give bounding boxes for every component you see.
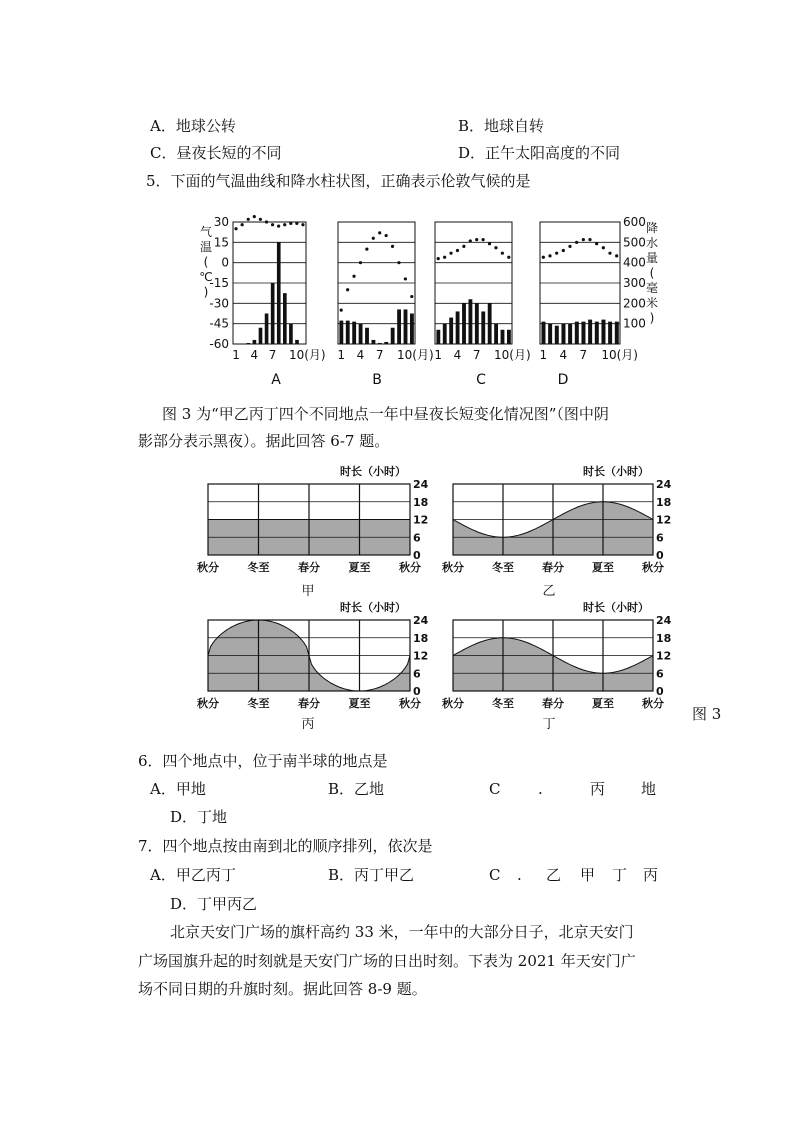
temp-axis-label-char: ℃ xyxy=(199,270,213,284)
fig3-x-tick: 夏至 xyxy=(348,561,371,574)
fig3-x-tick: 春分 xyxy=(298,561,320,574)
climate-panel-label: C xyxy=(476,372,486,388)
fig3-x-tick: 秋分 xyxy=(442,561,464,574)
q7-option-c-dot[interactable]: . xyxy=(517,866,522,884)
precip-tick-label: 500 xyxy=(623,235,646,250)
temp-tick-label: 15 xyxy=(213,235,229,250)
month-label: 7 xyxy=(375,348,384,362)
q6-option-c-letter[interactable]: C xyxy=(489,780,501,798)
q7-option-d[interactable]: D．丁甲丙乙 xyxy=(170,895,258,913)
fig3-x-tick: 秋分 xyxy=(442,697,464,710)
fig3-y-tick: 12 xyxy=(656,649,672,663)
fig3-x-tick: 春分 xyxy=(298,697,320,710)
fig3-x-tick: 夏至 xyxy=(348,697,371,710)
precip-axis-label-char: ) xyxy=(649,311,655,325)
fig3-y-tick: 24 xyxy=(656,478,672,491)
q6-option-a[interactable]: A．甲地 xyxy=(150,780,206,798)
fig3-x-tick: 冬至 xyxy=(492,697,514,710)
temp-axis-label-char: ) xyxy=(203,285,209,299)
q6-option-c-text2[interactable]: 地 xyxy=(641,780,657,798)
q4-option-d[interactable]: D．正午太阳高度的不同 xyxy=(458,144,621,162)
precip-tick-label: 400 xyxy=(623,255,646,270)
q7-option-c-letter[interactable]: C xyxy=(489,866,501,884)
precip-tick-label: 100 xyxy=(623,316,646,331)
fig3-x-tick: 冬至 xyxy=(247,697,270,710)
q7-option-c-text2[interactable]: 甲 xyxy=(580,866,596,884)
fig3-panel-label: 乙 xyxy=(542,584,556,599)
fig3-x-tick: 夏至 xyxy=(592,561,614,574)
temp-tick-label: 30 xyxy=(213,215,229,229)
fig3-y-tick: 18 xyxy=(413,631,429,645)
q4-option-a[interactable]: A．地球公转 xyxy=(150,117,236,135)
intro-8-9-line3: 场不同日期的升旗时刻。据此回答 8-9 题。 xyxy=(138,980,427,998)
month-label: 7 xyxy=(579,348,588,362)
fig3-y-tick: 24 xyxy=(413,478,429,491)
q6-stem: 6．四个地点中，位于南半球的地点是 xyxy=(138,752,388,770)
fig3-y-tick: 12 xyxy=(656,513,672,527)
temp-axis-label-char: 气 xyxy=(199,225,213,239)
fig3-y-tick: 6 xyxy=(413,531,421,545)
q7-option-c-text1[interactable]: 乙 xyxy=(546,866,562,884)
fig3-panel-label: 甲 xyxy=(301,584,315,599)
month-label: 7 xyxy=(472,348,481,362)
month-label: 1 xyxy=(539,348,548,362)
fig3-y-tick: 0 xyxy=(656,685,664,698)
q7-option-c-text3[interactable]: 丁 xyxy=(612,866,628,884)
fig3-x-tick: 秋分 xyxy=(197,697,219,710)
precip-axis-label-char: 水 xyxy=(645,236,659,250)
climate-panel-label: A xyxy=(271,372,281,388)
precip-axis-label-char: 量 xyxy=(645,251,659,265)
fig3-y-tick: 18 xyxy=(413,495,429,509)
month-label: 7 xyxy=(268,348,277,362)
precip-axis-label-char: 毫 xyxy=(645,281,659,295)
fig3-x-tick: 冬至 xyxy=(247,561,270,574)
fig3-axis-title: 时长（小时） xyxy=(340,601,406,614)
fig3-panel-label: 丙 xyxy=(301,717,315,732)
temp-tick-label: -15 xyxy=(209,276,229,290)
fig3-y-tick: 0 xyxy=(413,549,421,562)
fig3-y-tick: 24 xyxy=(656,614,672,627)
temp-tick-label: 0 xyxy=(221,255,229,270)
precip-tick-label: 600 xyxy=(623,215,646,229)
intro-8-9-line2: 广场国旗升起的时刻就是天安门广场的日出时刻。下表为 2021 年天安门广 xyxy=(138,952,636,970)
fig3-panel-label: 丁 xyxy=(542,717,556,732)
precip-axis-label-char: 降 xyxy=(645,221,659,235)
month-label: 4 xyxy=(356,348,365,362)
fig3-x-tick: 夏至 xyxy=(592,697,614,710)
q6-option-c-dot[interactable]: . xyxy=(538,780,543,798)
climate-panel-label: B xyxy=(372,372,382,388)
precip-tick-label: 300 xyxy=(623,276,646,290)
fig3-y-tick: 0 xyxy=(413,685,421,698)
month-label: 10(月) xyxy=(601,348,638,362)
temp-axis-label-char: ( xyxy=(203,255,209,269)
climate-panel-label: D xyxy=(557,372,569,388)
q7-option-b[interactable]: B．丙丁甲乙 xyxy=(328,866,415,884)
intro-8-9-line1: 北京天安门广场的旗杆高约 33 米，一年中的大部分日子，北京天安门 xyxy=(170,923,634,941)
temp-axis-label-char: 温 xyxy=(199,240,213,254)
intro-6-7-line2: 影部分表示黑夜）。据此回答 6-7 题。 xyxy=(138,432,390,450)
fig3-x-tick: 秋分 xyxy=(642,561,664,574)
q4-option-c[interactable]: C．昼夜长短的不同 xyxy=(150,144,282,162)
intro-6-7-line1: 图 3 为“甲乙丙丁四个不同地点一年中昼夜长短变化情况图”（图中阴 xyxy=(162,405,609,423)
fig3-y-tick: 12 xyxy=(413,513,429,527)
q6-option-b[interactable]: B．乙地 xyxy=(328,780,385,798)
month-label: 4 xyxy=(250,348,259,362)
fig3-x-tick: 秋分 xyxy=(197,561,219,574)
month-label: 1 xyxy=(337,348,346,362)
fig3-x-tick: 春分 xyxy=(542,697,564,710)
fig3-x-tick: 冬至 xyxy=(492,561,514,574)
q7-option-a[interactable]: A．甲乙丙丁 xyxy=(150,866,236,884)
fig3-x-tick: 秋分 xyxy=(399,561,421,574)
month-label: 10(月) xyxy=(288,348,326,362)
fig3-axis-title: 时长（小时） xyxy=(340,465,406,478)
q7-option-c-text4[interactable]: 丙 xyxy=(643,866,659,884)
fig3-y-tick: 24 xyxy=(413,614,429,627)
fig3-axis-title: 时长（小时） xyxy=(583,465,649,478)
temp-tick-label: -60 xyxy=(209,337,229,351)
q4-option-b[interactable]: B．地球自转 xyxy=(458,117,545,135)
fig3-x-tick: 秋分 xyxy=(642,697,664,710)
precip-axis-label-char: ( xyxy=(649,266,655,280)
fig3-y-tick: 6 xyxy=(413,667,421,681)
fig3-y-tick: 18 xyxy=(656,495,672,509)
month-label: 10(月) xyxy=(494,348,531,362)
fig3-x-tick: 春分 xyxy=(542,561,564,574)
month-label: 1 xyxy=(232,348,240,362)
precip-tick-label: 200 xyxy=(623,296,646,311)
figure-caption: 图 3 xyxy=(692,705,722,723)
q7-stem: 7．四个地点按由南到北的顺序排列，依次是 xyxy=(138,837,433,855)
month-label: 10(月) xyxy=(397,348,434,362)
temp-tick-label: -45 xyxy=(209,316,229,331)
fig3-axis-title: 时长（小时） xyxy=(583,601,649,614)
q6-option-d[interactable]: D．丁地 xyxy=(170,808,228,826)
fig3-y-tick: 18 xyxy=(656,631,672,645)
temp-tick-label: -30 xyxy=(209,296,229,311)
q6-option-c-text1[interactable]: 丙 xyxy=(590,780,606,798)
fig3-x-tick: 秋分 xyxy=(399,697,421,710)
fig3-y-tick: 6 xyxy=(656,531,664,545)
fig3-y-tick: 0 xyxy=(656,549,664,562)
fig3-y-tick: 6 xyxy=(656,667,664,681)
q5-stem: 5．下面的气温曲线和降水柱状图，正确表示伦敦气候的是 xyxy=(146,172,531,190)
month-label: 1 xyxy=(434,348,443,362)
fig3-y-tick: 12 xyxy=(413,649,429,663)
month-label: 4 xyxy=(453,348,462,362)
month-label: 4 xyxy=(559,348,568,362)
precip-axis-label-char: 米 xyxy=(645,296,659,310)
